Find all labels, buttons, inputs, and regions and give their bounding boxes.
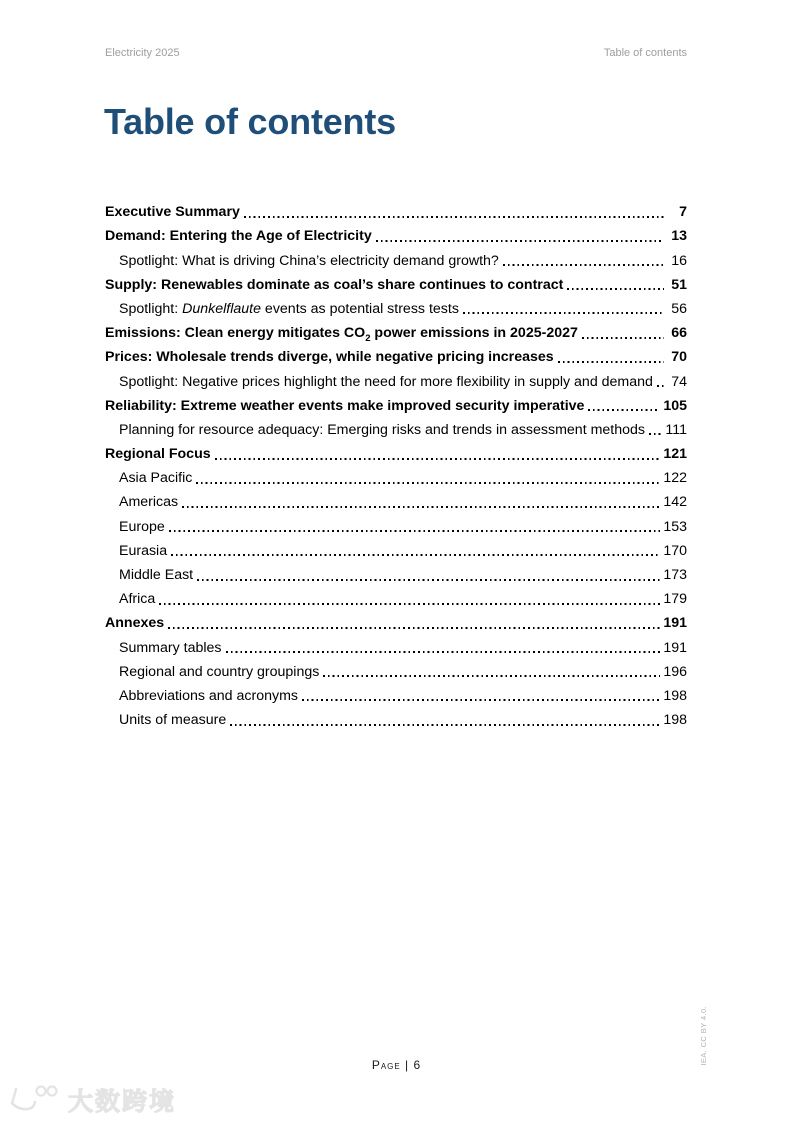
- dot-leader: [226, 651, 661, 653]
- header-right-text: Table of contents: [603, 47, 687, 59]
- toc-entry-page: 70: [671, 349, 687, 366]
- dot-leader: [159, 603, 660, 605]
- toc-entry-europe[interactable]: [105, 511, 687, 535]
- dot-leader: [302, 699, 660, 701]
- dot-leader: [649, 433, 662, 435]
- dot-leader: [168, 627, 660, 629]
- toc-entry-label: Spotlight: Dunkelflaute events as potential stress tests: [119, 300, 459, 317]
- toc-entry-label: Reliability: Extreme weather events make improved security imperative: [105, 397, 585, 414]
- toc-entry-page: 198: [663, 687, 687, 704]
- toc-entry-page: 198: [663, 712, 687, 729]
- toc-entry-label: Units of measure: [119, 712, 227, 729]
- toc-entry-americas[interactable]: [105, 487, 687, 511]
- toc-entry-label: Asia Pacific: [119, 470, 193, 487]
- toc-entry-label: Regional Focus: [105, 446, 211, 463]
- toc-entry-label: Europe: [119, 518, 165, 535]
- toc-entry-units-of-measure[interactable]: [105, 705, 687, 729]
- dot-leader: [215, 458, 661, 460]
- dot-leader: [463, 312, 664, 314]
- watermark: [8, 1082, 176, 1118]
- toc-entry-label: Africa: [119, 591, 156, 608]
- watermark-text: 大数跨境: [68, 1088, 177, 1116]
- toc-entry-eurasia[interactable]: [105, 536, 687, 560]
- toc-entry-label: Prices: Wholesale trends diverge, while negative pricing increases: [105, 349, 554, 366]
- toc-entry-spotlight-china[interactable]: [105, 245, 687, 269]
- dot-leader: [230, 724, 660, 726]
- dot-leader: [244, 216, 664, 218]
- toc-entry-label: Abbreviations and acronyms: [119, 687, 299, 704]
- toc-entry-spotlight-negative-prices[interactable]: [105, 366, 687, 390]
- toc-entry-label: Demand: Entering the Age of Electricity: [105, 228, 372, 245]
- watermark-logo-icon: [8, 1083, 60, 1118]
- page-header: [105, 47, 687, 59]
- header-left-text: Electricity 2025: [105, 47, 180, 59]
- toc-entry-supply[interactable]: [105, 270, 687, 294]
- toc-entry-page: 196: [663, 663, 687, 680]
- page-title: Table of contents: [104, 101, 396, 142]
- toc-entry-page: 122: [663, 470, 687, 487]
- toc-entry-page: 179: [663, 591, 687, 608]
- toc-entry-label: Spotlight: What is driving China’s electricity demand growth?: [119, 252, 499, 269]
- toc-entry-page: 105: [663, 397, 687, 414]
- toc-entry-page: 121: [663, 446, 687, 463]
- toc-entry-label: Summary tables: [119, 639, 222, 656]
- toc-entry-abbreviations[interactable]: [105, 681, 687, 705]
- toc-entry-label: Eurasia: [119, 542, 168, 559]
- toc-entry-annexes[interactable]: [105, 608, 687, 632]
- toc-entry-label: Planning for resource adequacy: Emerging risks and trends in assessment methods: [119, 421, 645, 438]
- toc-entry-page: 142: [663, 494, 687, 511]
- toc-entry-label: Regional and country groupings: [119, 663, 320, 680]
- dot-leader: [657, 385, 664, 387]
- toc-entry-page: 51: [671, 276, 687, 293]
- copyright-vertical-label: IEA. CC BY 4.0.: [699, 1006, 708, 1066]
- toc-entry-label: Emissions: Clean energy mitigates $CO_2$ power emissions in 2025-2027: [105, 325, 578, 344]
- toc-entry-label: Executive Summary: [105, 204, 240, 221]
- toc-entry-planning-resource-adequacy[interactable]: [105, 415, 687, 439]
- dot-leader: [169, 530, 661, 532]
- toc-entry-page: 16: [671, 252, 687, 269]
- dot-leader: [182, 506, 660, 508]
- toc-entry-reliability[interactable]: [105, 391, 687, 415]
- dot-leader: [503, 264, 664, 266]
- toc-entry-page: 153: [663, 518, 687, 535]
- toc-entry-page: 7: [679, 204, 687, 221]
- toc-entry-page: 74: [671, 373, 687, 390]
- toc-entry-page: 170: [663, 542, 687, 559]
- dot-leader: [588, 409, 660, 411]
- dot-leader: [171, 554, 660, 556]
- dot-leader: [196, 482, 660, 484]
- dot-leader: [582, 337, 664, 339]
- toc-entry-page: 111: [665, 421, 687, 438]
- toc-entry-middle-east[interactable]: [105, 560, 687, 584]
- toc-entry-page: 191: [663, 639, 687, 656]
- toc-entry-africa[interactable]: [105, 584, 687, 608]
- toc-list: [105, 197, 687, 729]
- toc-entry-emissions[interactable]: [105, 318, 687, 342]
- dot-leader: [558, 361, 664, 363]
- dot-leader: [567, 288, 664, 290]
- toc-entry-page: 173: [663, 567, 687, 583]
- toc-entry-asia-pacific[interactable]: [105, 463, 687, 487]
- toc-entry-regional-groupings[interactable]: [105, 657, 687, 681]
- dot-leader: [323, 675, 660, 677]
- toc-entry-prices[interactable]: [105, 342, 687, 366]
- footer-page-number: Page | 6: [371, 1058, 422, 1072]
- toc-entry-summary-tables[interactable]: [105, 632, 687, 656]
- toc-entry-page: 56: [671, 300, 687, 317]
- toc-entry-page: 66: [671, 325, 687, 342]
- toc-entry-label: Middle East: [119, 567, 194, 583]
- dot-leader: [376, 240, 664, 242]
- toc-entry-page: 13: [671, 228, 687, 245]
- toc-entry-label: Annexes: [105, 615, 165, 632]
- toc-entry-regional-focus[interactable]: [105, 439, 687, 463]
- toc-entry-label: Spotlight: Negative prices highlight the need for more flexibility in supply and demand: [119, 373, 653, 390]
- toc-entry-demand[interactable]: [105, 221, 687, 245]
- toc-entry-executive-summary[interactable]: [105, 197, 687, 221]
- toc-entry-label: Supply: Renewables dominate as coal’s share continues to contract: [105, 276, 564, 293]
- toc-entry-page: 191: [663, 615, 687, 632]
- toc-entry-label: Americas: [119, 494, 179, 511]
- dot-leader: [197, 579, 660, 581]
- toc-entry-spotlight-dunkelflaute[interactable]: [105, 294, 687, 318]
